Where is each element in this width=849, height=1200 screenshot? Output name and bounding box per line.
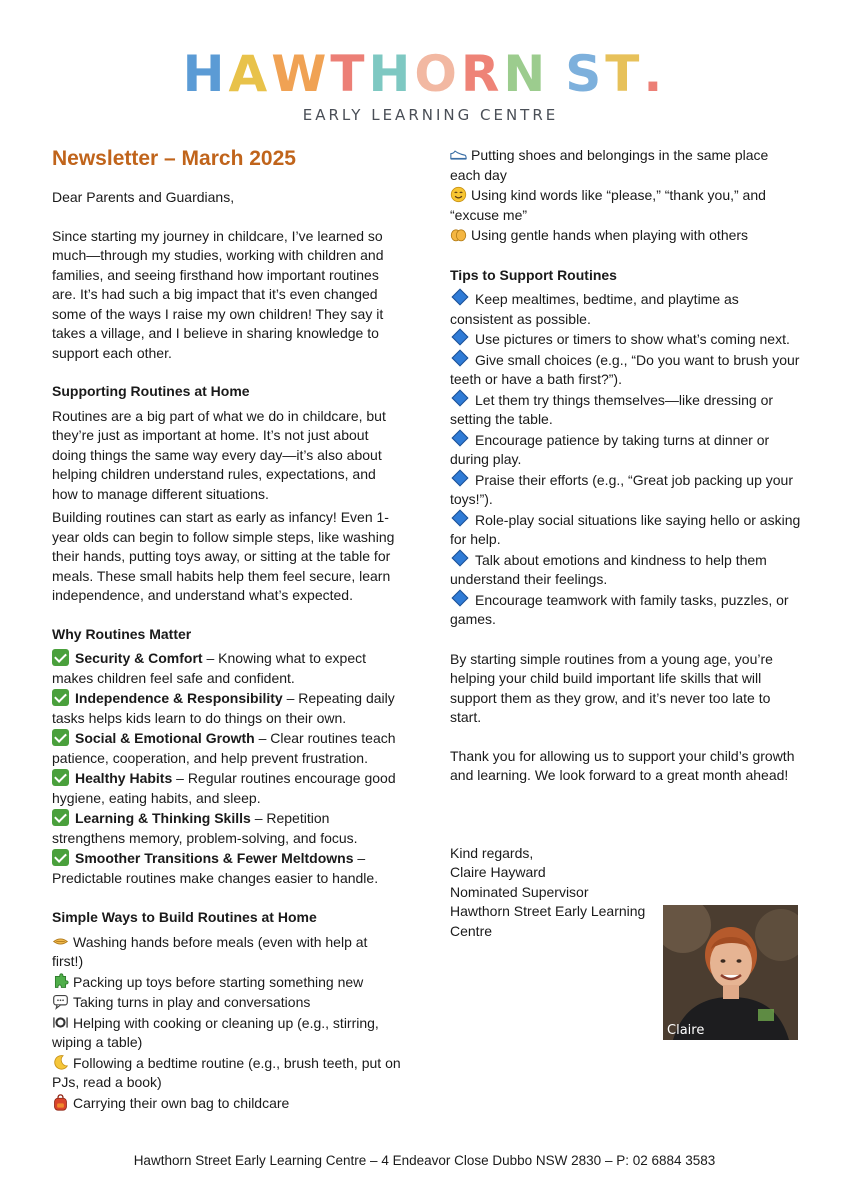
blue-diamond-icon — [452, 349, 469, 366]
benefit-description: – Repetition strengthens memory, problem-solving, and focus. — [52, 810, 358, 846]
list-item-text: Using gentle hands when playing with others — [471, 227, 749, 243]
list-item-text: Helping with cooking or cleaning up (e.g., stirring, wiping a table) — [52, 1014, 379, 1050]
list-item — [52, 649, 402, 688]
blue-diamond-icon — [452, 509, 469, 526]
list-item — [52, 689, 402, 728]
home-routines-paragraph-1: Routines are a big part of what we do in childcare, but they’re just as important at home. It’s not just about doing things the same way every day—it’s also about helping children understand rules, expectations, and how to manage different situations. — [52, 407, 386, 502]
list-item-text: Following a bedtime routine (e.g., brush teeth, put on PJs, read a book) — [52, 1054, 401, 1090]
left-column — [52, 146, 402, 1114]
intro-paragraph: Since starting my journey in childcare, I’ve learned so much—through my studies, working with children and families, and seeing firsthand how important routines are. It’s had such a big impact that it’s even changed some of the ways I raise my own children! They say it takes a village, and I believe in sharing knowledge to support each other. — [52, 227, 384, 361]
benefit-title: Security & Comfort — [75, 650, 203, 666]
blue-diamond-icon — [452, 289, 469, 306]
logo-letter: A — [228, 45, 272, 103]
logo-letter: O — [414, 45, 461, 103]
list-item — [52, 1054, 402, 1093]
closing-paragraph-2: Thank you for allowing us to support your child’s growth and learning. We look forward to a great month ahead! — [450, 747, 795, 783]
list-item — [450, 431, 802, 470]
logo-letter: T — [605, 45, 644, 103]
list-item — [450, 146, 802, 185]
list-item-text: Taking turns in play and conversations — [73, 994, 311, 1010]
benefit-description: – Predictable routines make changes easier to handle. — [52, 850, 379, 886]
simple-ways-list-continued — [450, 146, 802, 246]
tip-text: Encourage teamwork with family tasks, puzzles, or games. — [450, 591, 789, 627]
right-column — [450, 146, 802, 941]
logo-subtitle: EARLY LEARNING CENTRE — [302, 106, 559, 124]
list-item-text: Carrying their own bag to childcare — [73, 1094, 290, 1111]
home-routines-heading: Supporting Routines at Home — [52, 383, 250, 399]
crescent-moon-icon — [52, 1054, 69, 1071]
benefit-title: Healthy Habits — [75, 770, 173, 786]
supervisor-photo — [663, 905, 798, 1040]
blue-diamond-icon — [452, 329, 469, 346]
list-item — [450, 471, 802, 510]
list-item — [450, 330, 802, 350]
puzzle-piece-icon — [52, 973, 69, 990]
list-item — [52, 1014, 402, 1053]
photo-caption: Claire — [667, 1023, 705, 1038]
list-item-text: Washing hands before meals (even with help at first!) — [52, 933, 368, 969]
logo-wordmark — [0, 46, 849, 102]
list-item — [52, 849, 402, 888]
list-item — [52, 993, 402, 1013]
why-routines-list — [52, 649, 402, 888]
checkmark-icon — [52, 729, 69, 746]
list-item — [450, 186, 802, 225]
why-routines-heading: Why Routines Matter — [52, 625, 192, 642]
list-item — [450, 391, 802, 430]
benefit-description: – Clear routines teach patience, cooperation, and help prevent frustration. — [52, 730, 396, 766]
simple-ways-list — [52, 933, 402, 1114]
list-item — [52, 973, 402, 993]
benefit-description: – Regular routines encourage good hygiene, eating habits, and sleep. — [52, 770, 396, 806]
list-item — [450, 290, 802, 329]
list-item — [52, 769, 402, 808]
benefit-title: Learning & Thinking Skills — [75, 810, 251, 826]
list-item-text: Putting shoes and belongings in the same place each day — [450, 147, 769, 183]
signoff-name: Claire Hayward — [450, 864, 546, 880]
plate-cutlery-icon — [52, 1014, 69, 1031]
list-item — [450, 511, 802, 550]
benefit-description: – Repeating daily tasks helps kids learn to do things on their own. — [52, 690, 395, 726]
list-item-text: Packing up toys before starting something new — [73, 973, 364, 990]
tip-text: Role-play social situations like saying hello or asking for help. — [450, 511, 801, 547]
closing-paragraph-1: By starting simple routines from a young age, you’re helping your child build important life skills that will support them as they grow, and it’s never too late to start. — [450, 650, 773, 725]
logo-letter: T — [330, 45, 369, 103]
logo-letter: H — [368, 45, 415, 103]
tip-text: Praise their efforts (e.g., “Great job packing up your toys!”). — [450, 471, 794, 507]
checkmark-icon — [52, 849, 69, 866]
tip-text: Use pictures or timers to show what’s coming next. — [475, 331, 790, 347]
speech-bubble-icon — [52, 993, 69, 1010]
checkmark-icon — [52, 649, 69, 666]
logo-letter: R — [460, 45, 504, 103]
list-item-text: Using kind words like “please,” “thank you,” and “excuse me” — [450, 187, 766, 223]
tip-text: Encourage patience by taking turns at dinner or during play. — [450, 431, 770, 467]
blue-diamond-icon — [452, 589, 469, 606]
benefit-title: Smoother Transitions & Fewer Meltdowns — [75, 850, 354, 866]
blue-diamond-icon — [452, 469, 469, 486]
blue-diamond-icon — [452, 429, 469, 446]
logo-letter: H — [182, 45, 229, 103]
list-item — [52, 729, 402, 768]
list-item — [450, 351, 802, 390]
simple-ways-heading: Simple Ways to Build Routines at Home — [52, 909, 317, 925]
logo-letter: W — [271, 45, 331, 103]
blue-diamond-icon — [452, 389, 469, 406]
signoff-regards: Kind regards, — [450, 844, 534, 861]
newsletter-title: Newsletter – March 2025 — [52, 147, 296, 170]
logo-letter: S — [565, 45, 606, 103]
list-item — [450, 551, 802, 590]
shoe-icon — [450, 146, 467, 163]
tip-text: Let them try things themselves—like dressing or setting the table. — [450, 391, 774, 427]
checkmark-icon — [52, 769, 69, 786]
list-item — [450, 591, 802, 630]
list-item — [52, 1094, 402, 1114]
greeting: Dear Parents and Guardians, — [52, 189, 235, 205]
list-item — [450, 226, 802, 246]
list-item — [52, 809, 402, 848]
tip-text: Keep mealtimes, bedtime, and playtime as consistent as possible. — [450, 291, 739, 327]
logo-letter — [549, 46, 565, 102]
washing-hands-icon — [52, 933, 69, 950]
benefit-title: Social & Emotional Growth — [75, 730, 255, 746]
checkmark-icon — [52, 809, 69, 826]
page-footer: Hawthorn Street Early Learning Centre – 4 Endeavor Close Dubbo NSW 2830 – P: 02 6884 3583 — [133, 1153, 716, 1168]
signoff-block — [450, 844, 660, 942]
centre-logo — [0, 46, 849, 124]
signoff-role: Nominated Supervisor — [450, 883, 589, 900]
list-item — [52, 933, 402, 972]
tip-text: Give small choices (e.g., “Do you want to brush your teeth or have a bath first?”). — [450, 351, 800, 387]
tips-heading: Tips to Support Routines — [450, 266, 617, 283]
logo-letter: . — [643, 45, 667, 103]
smiley-icon — [450, 186, 467, 203]
logo-letter: N — [503, 45, 550, 103]
benefit-description: – Knowing what to expect makes children feel safe and confident. — [52, 650, 367, 686]
tips-list — [450, 290, 802, 630]
signoff-organisation: Hawthorn Street Early Learning Centre — [450, 903, 646, 939]
tip-text: Talk about emotions and kindness to help them understand their feelings. — [450, 551, 767, 587]
home-routines-paragraph-2: Building routines can start as early as infancy! Even 1-year olds can begin to follow simple steps, like washing their hands, putting toys away, or sitting at the table for meals. These small habits help them feel secure, learn independence, and understand what’s expected. — [52, 509, 395, 603]
benefit-title: Independence & Responsibility — [75, 690, 283, 706]
person-photo-icon — [663, 905, 798, 1040]
hands-icon — [450, 226, 467, 243]
backpack-icon — [52, 1094, 69, 1111]
checkmark-icon — [52, 689, 69, 706]
blue-diamond-icon — [452, 549, 469, 566]
